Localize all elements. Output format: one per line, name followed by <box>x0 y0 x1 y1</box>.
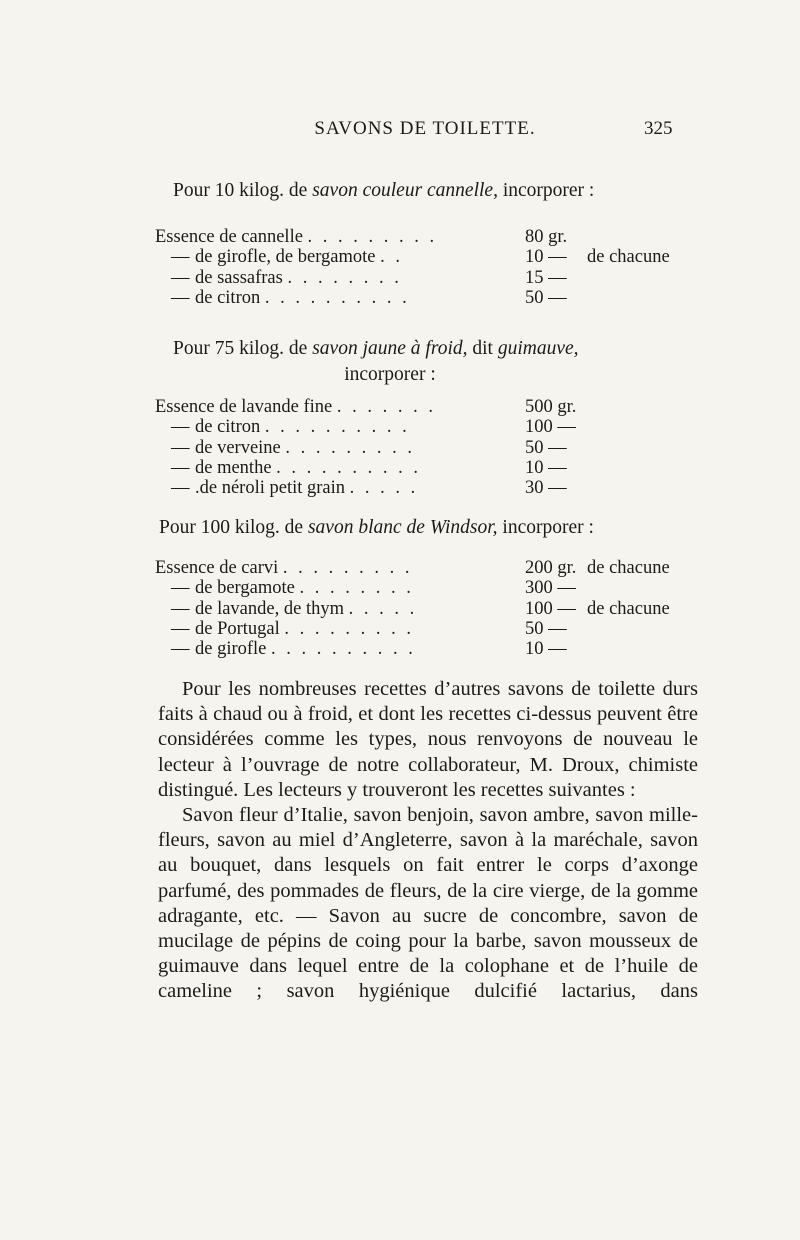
ingredient-quantity: 10 — <box>525 247 567 268</box>
ingredient-quantity: 300 — <box>525 578 576 599</box>
ingredient-table-cannelle <box>155 227 715 308</box>
heading-text: Pour 10 kilog. de <box>173 180 313 201</box>
ingredient-table-windsor <box>155 558 715 659</box>
leader-dots: . . . . . . . . . . <box>276 457 422 478</box>
leader-dots: . . . . . . . . . <box>307 227 438 247</box>
body-paragraph: Savon fleur d’Italie, savon benjoin, savon ambre, savon mille-fleurs, savon au miel d’Angleterre, savon à la maréchale, savon au bouquet, dans lesquels on fait entrer le corps d’axonge parfumé, des pommades de fleurs, de la cire vierge, de la gomme adragante, etc. — Savon au sucre de concombre, savon de mucilage de pépins de coing pour la barbe, savon mousseux de guimauve dans lequel entre de la colophane et de l’huile de cameline ; savon hygiénique dulcifié lactarius, dans <box>158 804 698 1003</box>
ingredient-quantity: 30 — <box>525 478 567 499</box>
leader-dots: . . . . . . . . . . <box>264 287 410 308</box>
ditto-dash: — <box>171 287 190 308</box>
recipe-heading-windsor <box>155 515 695 541</box>
ditto-dash: — <box>171 437 190 458</box>
ingredient-name: de verveine <box>195 437 281 458</box>
ditto-dash: — <box>171 417 190 438</box>
ingredient-name: de Portugal <box>195 618 280 639</box>
ingredient-name: de sassafras <box>195 267 283 288</box>
leader-dots: . . . . . . . <box>336 397 436 417</box>
leader-dots: . . . . . . . . . <box>285 437 416 458</box>
ingredient-row <box>155 619 715 639</box>
ingredient-row <box>155 599 715 619</box>
ingredient-row <box>155 639 715 659</box>
ditto-dash: — <box>171 578 190 599</box>
ingredient-quantity: 500 gr. <box>525 397 577 417</box>
running-title: SAVONS DE TOILETTE. <box>314 118 536 139</box>
ingredient-row <box>155 397 715 417</box>
heading-text: incorporer : <box>497 517 594 538</box>
heading-second-line: incorporer : <box>344 364 436 385</box>
ingredient-quantity: 100 — <box>525 417 576 438</box>
heading-text: Pour 75 kilog. de <box>173 338 313 359</box>
heading-product-name: guimauve, <box>497 338 579 359</box>
ditto-dash: — <box>171 267 190 288</box>
ingredient-table-guimauve <box>155 397 715 498</box>
ingredient-row <box>155 268 715 288</box>
heading-product-name: savon jaune à froid, <box>312 338 468 359</box>
ingredient-row <box>155 558 715 578</box>
page-number: 325 <box>644 118 673 139</box>
running-head <box>0 118 800 144</box>
ingredient-quantity: 15 — <box>525 267 567 288</box>
leader-dots: . . . . . . . . . . <box>271 639 416 660</box>
ingredient-name: Essence de cannelle <box>155 227 303 247</box>
ditto-dash: — <box>171 598 190 619</box>
heading-text: Pour 100 kilog. de <box>159 517 308 538</box>
ingredient-row <box>155 458 715 478</box>
ditto-dash: — <box>171 478 190 499</box>
heading-text: incorporer : <box>497 180 595 201</box>
recipe-heading-cannelle <box>155 178 695 204</box>
ingredient-note: de chacune <box>587 558 670 578</box>
leader-dots: . . . . . . . . <box>287 267 402 288</box>
leader-dots: . . . . . . . . <box>299 578 414 599</box>
ingredient-quantity: 10 — <box>525 457 567 478</box>
ingredient-name: de citron <box>195 287 261 308</box>
ingredient-row <box>155 578 715 598</box>
ingredient-name: .de néroli petit grain <box>195 478 346 499</box>
ingredient-quantity: 200 gr. <box>525 558 577 578</box>
ingredient-name: de girofle <box>195 639 267 660</box>
ditto-dash: — <box>171 639 190 660</box>
ingredient-row <box>155 288 715 308</box>
ditto-dash: — <box>171 247 190 268</box>
ingredient-row <box>155 247 715 267</box>
ingredient-name: de girofle, de bergamote <box>195 247 376 268</box>
ingredient-name: Essence de lavande fine <box>155 397 333 417</box>
ingredient-note: de chacune <box>587 598 670 619</box>
leader-dots: . . . . . . . . . <box>282 558 413 578</box>
heading-product-name: savon couleur cannelle, <box>312 180 498 201</box>
ingredient-name: de bergamote <box>195 578 295 599</box>
ingredient-quantity: 80 gr. <box>525 227 568 247</box>
ingredient-quantity: 100 — <box>525 598 576 619</box>
leader-dots: . . <box>380 247 403 268</box>
recipe-heading-guimauve <box>155 336 695 388</box>
ingredient-quantity: 50 — <box>525 437 567 458</box>
ingredient-name: de citron <box>195 417 261 438</box>
ingredient-quantity: 50 — <box>525 287 567 308</box>
ingredient-row <box>155 438 715 458</box>
ingredient-quantity: 50 — <box>525 618 567 639</box>
body-text <box>158 677 698 1005</box>
ingredient-quantity: 10 — <box>525 639 567 660</box>
ditto-dash: — <box>171 618 190 639</box>
ingredient-name: de menthe <box>195 457 272 478</box>
leader-dots: . . . . . <box>348 598 418 619</box>
ingredient-name: Essence de carvi <box>155 558 279 578</box>
heading-product-name: savon blanc de Windsor, <box>307 517 498 538</box>
ditto-dash: — <box>171 457 190 478</box>
ingredient-row <box>155 478 715 498</box>
ingredient-row <box>155 227 715 247</box>
leader-dots: . . . . . . . . . . <box>264 417 410 438</box>
leader-dots: . . . . . . . . . <box>284 618 415 639</box>
ingredient-name: de lavande, de thym <box>195 598 344 619</box>
leader-dots: . . . . . <box>349 478 419 499</box>
heading-text: dit <box>467 338 498 359</box>
body-paragraph: Pour les nombreuses recettes d’autres savons de toilette durs faits à chaud ou à froid, et dont les recettes ci-dessus peuvent être considérées comme les types, nous renvoyons de nouveau le lecteur à l’ouvrage de notre collaborateur, M. Droux, chimiste distingué. Les lecteurs y trouveront les recettes suivantes : <box>158 678 698 801</box>
ingredient-note: de chacune <box>587 247 670 268</box>
ingredient-row <box>155 417 715 437</box>
